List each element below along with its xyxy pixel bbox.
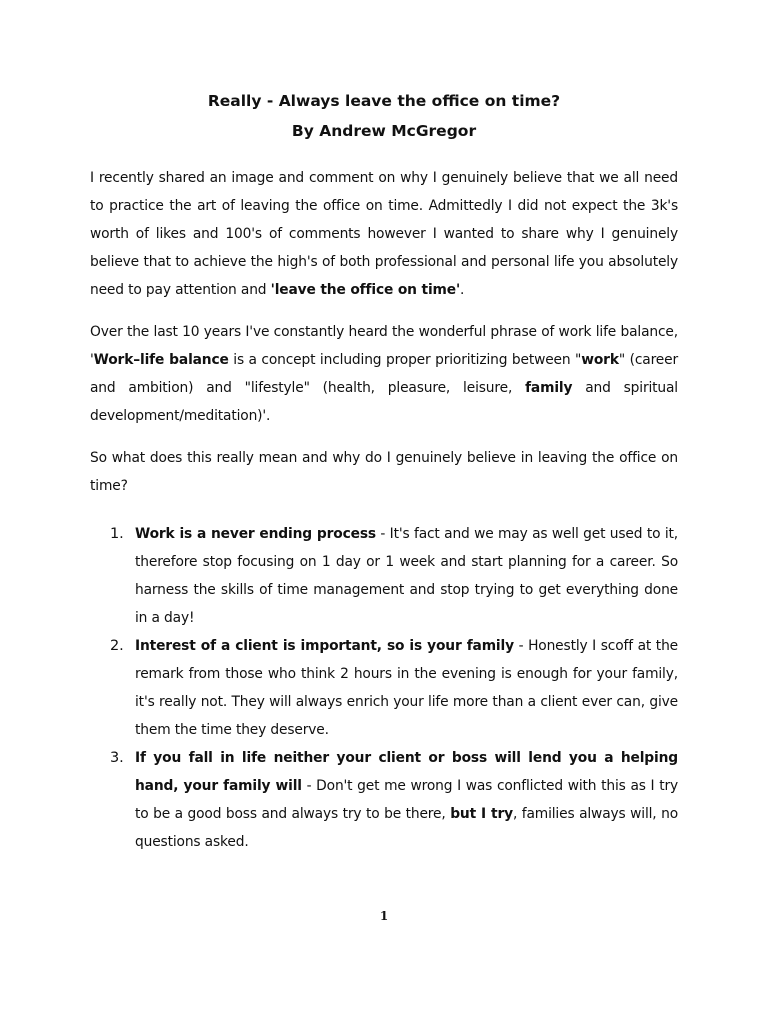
paragraph-wlb-bold-1: Work–life balance (93, 352, 229, 368)
page-number: 1 (379, 909, 389, 923)
list-item-text-end: , families always will, no questions asked. (135, 806, 679, 850)
paragraph-wlb-text-1: Over the last 10 years I've constantly heard the wonderful phrase of work life balance, ' (90, 324, 678, 368)
document-page (90, 86, 678, 856)
list-item-heading: Interest of a client is important, so is your family (135, 638, 514, 654)
paragraph-wlb-text-3: " (career and ambition) and "lifestyle" (health, pleasure, leisure, (90, 352, 678, 396)
list-item-text: - Don't get me wrong I was conflicted with this as I try to be a good boss and always try to be there, (135, 778, 678, 822)
paragraph-wlb-bold-3: family (525, 380, 573, 396)
list-item-number: 1. (110, 526, 124, 542)
paragraph-wlb-bold-2: work (581, 352, 619, 368)
list-item-heading: If you fall in life neither your client or boss will lend you a helping hand, your family will (135, 750, 678, 794)
list-item-text: - It's fact and we may as well get used to it, therefore stop focusing on 1 day or 1 week and start planning for a career. So harness the skills of time management and stop trying to get everything done in a day! (135, 526, 678, 626)
document-title: Really - Always leave the office on time? (207, 92, 561, 110)
numbered-list (90, 520, 678, 856)
paragraph-wlb-text-2: is a concept including proper prioritizing between " (228, 352, 582, 368)
paragraph-question: So what does this really mean and why do I genuinely believe in leaving the office on time? (90, 450, 678, 494)
list-item (90, 744, 678, 856)
list-item-number: 3. (110, 750, 124, 766)
paragraph-intro-end: . (460, 282, 465, 298)
list-item-text: - Honestly I scoff at the remark from those who think 2 hours in the evening is enough for your family, it's really not. They will always enrich your life more than a client ever can, give them the time they deserve. (135, 638, 678, 738)
list-item-number: 2. (110, 638, 124, 654)
paragraph-intro (90, 164, 678, 304)
list-item-heading: Work is a never ending process (135, 526, 376, 542)
list-item (90, 520, 678, 632)
paragraph-intro-text: I recently shared an image and comment on why I genuinely believe that we all need to practice the art of leaving the office on time. Admittedly I did not expect the 3k's worth of likes and 100's of comments however I wanted to share why I genuinely believe that to achieve the high's of both professional and personal life you absolutely need to pay attention and (90, 170, 678, 298)
list-item (90, 632, 678, 744)
paragraph-work-life-balance (90, 318, 678, 430)
paragraph-wlb-text-4: and spiritual development/meditation)'. (90, 380, 678, 424)
list-item-bold-inline: but I try (450, 806, 513, 822)
document-byline: By Andrew McGregor (291, 122, 477, 140)
paragraph-intro-bold: 'leave the office on time' (270, 282, 461, 298)
